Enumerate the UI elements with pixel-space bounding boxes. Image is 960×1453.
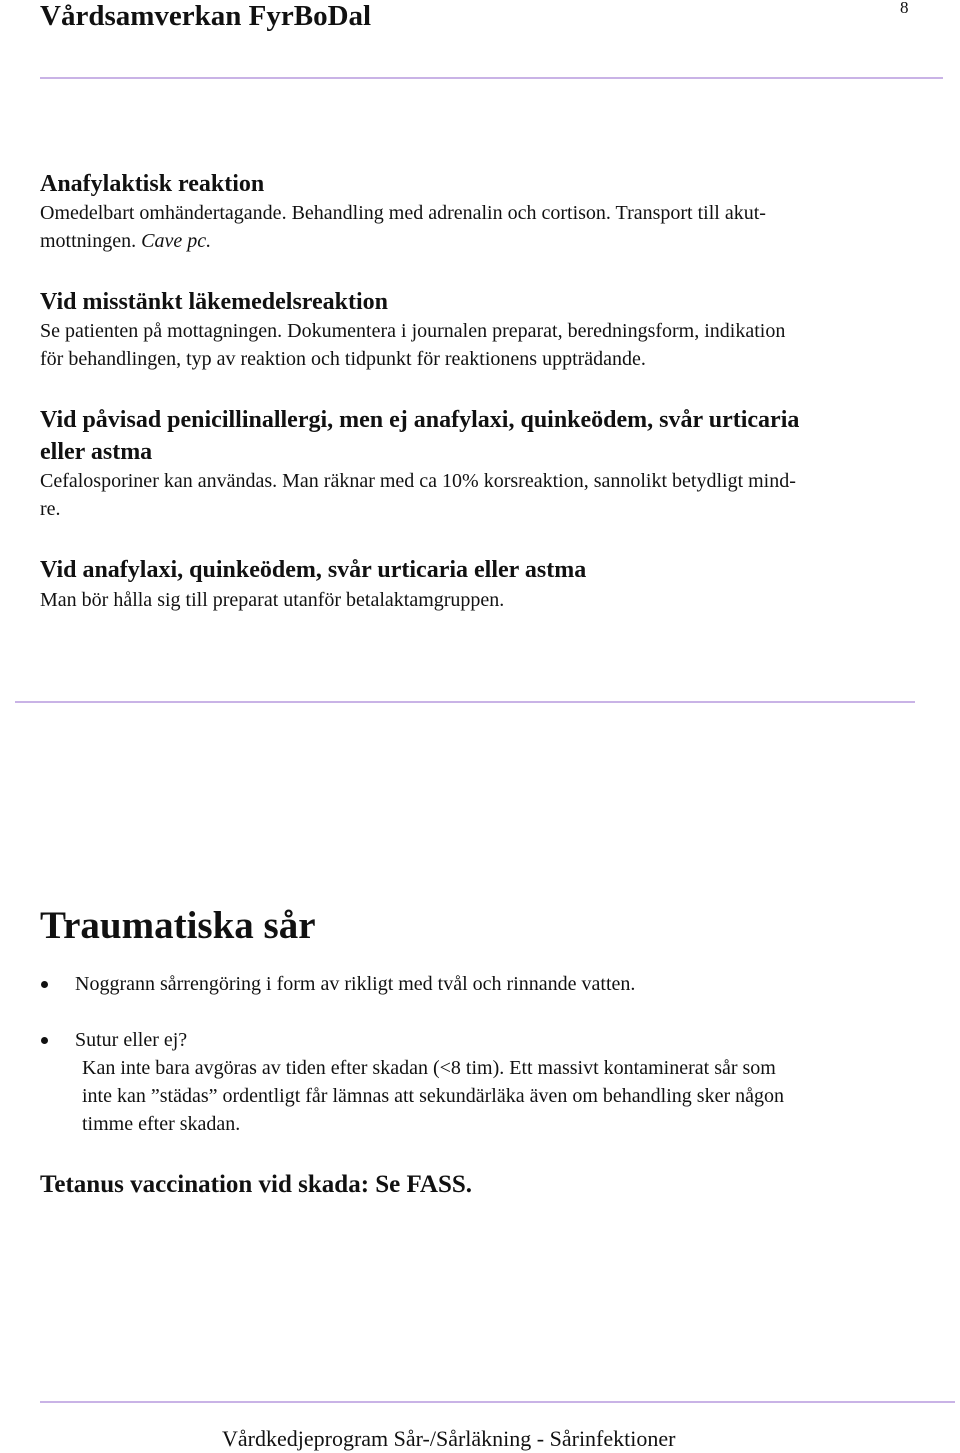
wounds-heading: Traumatiska sår xyxy=(40,904,316,947)
header-divider xyxy=(40,77,943,79)
tetanus-note: Tetanus vaccination vid skada: Se FASS. xyxy=(40,1171,473,1198)
section-text-penicillin-allergy-line-2: re. xyxy=(40,498,61,520)
section-heading-penicillin-allergy-line-2: eller astma xyxy=(40,439,153,465)
section-heading-penicillin-allergy-line-1: Vid påvisad penicillinallergi, men ej anafylaxi, quinkeödem, svår urticaria xyxy=(40,407,800,433)
wounds-bullet-2-detail-line-1: Kan inte bara avgöras av tiden efter skadan (<8 tim). Ett massivt kontaminerat sår som xyxy=(82,1057,776,1079)
section-text-anaphylactic-line-1: Omedelbart omhändertagande. Behandling med adrenalin och cortison. Transport till akut- xyxy=(40,202,766,224)
section-text-penicillin-allergy-line-1: Cefalosporiner kan användas. Man räknar med ca 10% korsreaktion, sannolikt betydligt mind- xyxy=(40,470,796,492)
page-number: 8 xyxy=(900,0,909,17)
section-divider xyxy=(15,701,915,703)
bullet-icon xyxy=(41,1037,48,1044)
section-text-anaphylactic-line-2: mottningen. Cave pc. xyxy=(40,230,212,252)
section-text-suspected-reaction-line-1: Se patienten på mottagningen. Dokumentera i journalen preparat, beredningsform, indikation xyxy=(40,320,786,342)
wounds-bullet-2: Sutur eller ej? xyxy=(75,1029,188,1051)
wounds-bullet-2-detail-line-3: timme efter skadan. xyxy=(82,1113,241,1135)
header-title: Vårdsamverkan FyrBoDal xyxy=(40,0,372,32)
footer-divider xyxy=(40,1401,955,1403)
section-text-anaphylaxis-astma: Man bör hålla sig till preparat utanför betalaktamgruppen. xyxy=(40,589,505,611)
section-heading-anaphylaxis-astma: Vid anafylaxi, quinkeödem, svår urticaria eller astma xyxy=(40,557,587,583)
bullet-icon xyxy=(41,981,48,988)
footer-text: Vårdkedjeprogram Sår-/Sårläkning - Sårinfektioner xyxy=(222,1426,676,1451)
section-heading-anaphylactic: Anafylaktisk reaktion xyxy=(40,171,265,197)
wounds-bullet-1: Noggrann sårrengöring i form av rikligt med tvål och rinnande vatten. xyxy=(75,973,636,995)
section-heading-suspected-reaction: Vid misstänkt läkemedelsreaktion xyxy=(40,289,389,315)
wounds-bullet-2-detail-line-2: inte kan ”städas” ordentligt får lämnas att sekundärläka även om behandling sker någon xyxy=(82,1085,784,1107)
section-text-suspected-reaction-line-2: för behandlingen, typ av reaktion och tidpunkt för reaktionens uppträdande. xyxy=(40,348,646,370)
